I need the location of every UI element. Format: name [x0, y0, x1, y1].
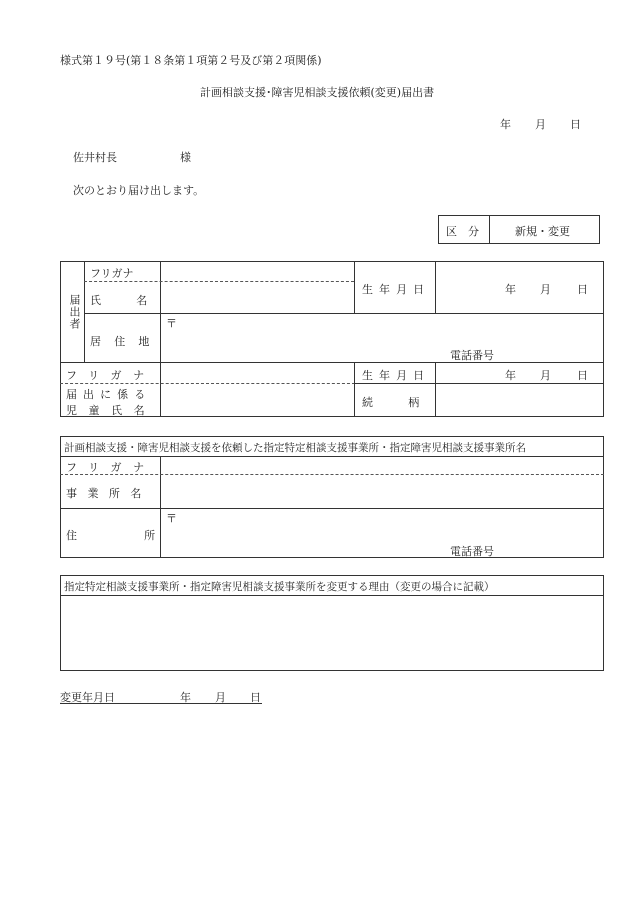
applicant-postal-mark: 〒	[166, 317, 177, 330]
applicant-group-label: 届出者	[68, 294, 81, 330]
child-name-label-1: 届出に係る	[66, 388, 152, 401]
change-date-day: 日	[250, 691, 261, 704]
form-number: 様式第１９号(第１８条第１項第２号及び第２項関係)	[60, 54, 322, 67]
applicant-dob-month: 月	[540, 283, 551, 296]
applicant-phone-label: 電話番号	[450, 349, 494, 362]
provider-postal-mark: 〒	[166, 512, 177, 525]
category-label: 区 分	[446, 225, 479, 238]
provider-name-label: 事業所名	[66, 487, 152, 500]
intro-text: 次のとおり届け出します。	[73, 184, 205, 197]
change-date-underline[interactable]	[60, 703, 262, 704]
change-date-year: 年	[180, 691, 191, 704]
provider-address-field[interactable]	[180, 511, 600, 539]
child-name-field[interactable]	[162, 385, 352, 415]
provider-furigana-field[interactable]	[162, 458, 602, 473]
provider-furigana-label: フリガナ	[66, 461, 156, 474]
reason-field[interactable]	[62, 597, 602, 669]
child-relation-field[interactable]	[437, 385, 602, 415]
child-dob-label: 生年月日	[362, 369, 431, 382]
applicant-name-field[interactable]	[162, 284, 352, 311]
child-dob-month: 月	[540, 369, 551, 382]
provider-phone-label: 電話番号	[450, 545, 494, 558]
child-relation-label: 続柄	[362, 396, 455, 409]
applicant-dob-label: 生年月日	[362, 283, 431, 296]
addressee-honorific: 様	[180, 151, 191, 164]
applicant-dob-day: 日	[577, 283, 588, 296]
provider-address-label: 住所	[66, 529, 223, 542]
provider-name-field[interactable]	[162, 477, 602, 506]
applicant-furigana-label: フリガナ	[90, 267, 134, 280]
provider-header: 計画相談支援・障害児相談支援を依頼した指定特定相談支援事業所・指定障害児相談支援事業所名	[64, 442, 526, 454]
date-month: 月	[535, 118, 546, 131]
child-furigana-field[interactable]	[162, 364, 352, 381]
child-name-label-2: 児童氏名	[66, 404, 157, 417]
child-furigana-label: フリガナ	[66, 369, 156, 382]
applicant-dob-year: 年	[505, 283, 516, 296]
change-date-label: 変更年月日	[60, 691, 115, 704]
form-title: 計画相談支援･障害児相談支援依頼(変更)届出書	[200, 86, 435, 99]
applicant-address-label: 居住地	[90, 335, 163, 348]
reason-header: 指定特定相談支援事業所・指定障害児相談支援事業所を変更する理由（変更の場合に記載）	[64, 581, 495, 593]
category-value[interactable]: 新規・変更	[515, 225, 570, 238]
change-date-month: 月	[215, 691, 226, 704]
date-day: 日	[570, 118, 581, 131]
child-dob-day: 日	[577, 369, 588, 382]
date-year: 年	[500, 118, 511, 131]
child-dob-year: 年	[505, 369, 516, 382]
applicant-address-field[interactable]	[180, 316, 600, 344]
applicant-name-label: 氏名	[90, 294, 183, 307]
applicant-furigana-field[interactable]	[162, 263, 352, 279]
addressee-name: 佐井村長	[73, 151, 117, 164]
